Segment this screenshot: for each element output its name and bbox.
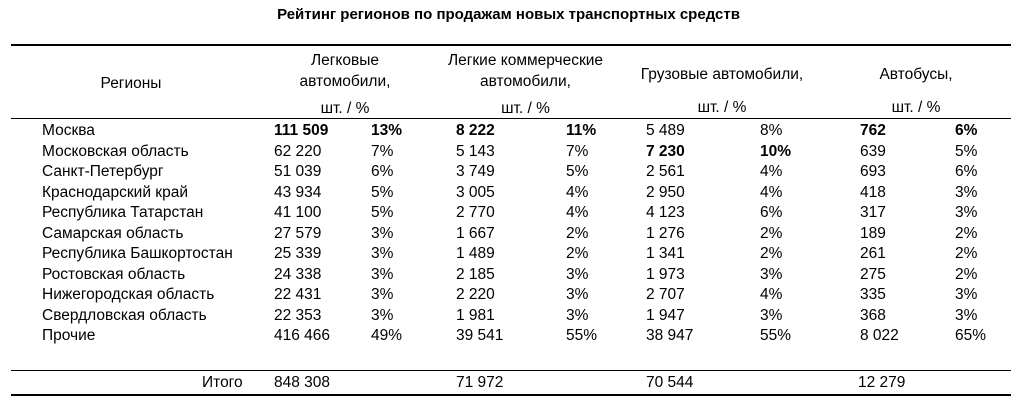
table-row: [0, 326, 1017, 347]
trucks-percent: 6%: [760, 204, 783, 221]
cars-percent: 49%: [371, 327, 403, 344]
header-trucks: [617, 64, 827, 118]
lcv-count: 3 749: [456, 163, 495, 180]
total-trucks: 70 544: [646, 374, 694, 391]
trucks-count: 1 341: [646, 245, 685, 262]
lcv-percent: 3%: [566, 286, 589, 303]
header-regions-label: Регионы: [100, 75, 162, 92]
cars-count: 51 039: [274, 163, 322, 180]
trucks-count: 1 276: [646, 224, 685, 242]
lcv-percent: 55%: [566, 327, 598, 344]
trucks-percent: 4%: [760, 183, 783, 201]
buses-count: 639: [860, 142, 886, 160]
cars-percent: 13%: [371, 122, 403, 139]
cars-count: 41 100: [274, 204, 322, 221]
cars-percent: 5%: [371, 204, 394, 221]
region-name: Прочие: [42, 327, 96, 344]
trucks-percent: 3%: [760, 306, 783, 324]
region-name: Санкт-Петербург: [42, 163, 164, 180]
cars-percent: 3%: [371, 286, 394, 303]
region-name: Республика Башкортостан: [42, 245, 233, 262]
buses-count: 368: [860, 306, 886, 324]
buses-count: 189: [860, 224, 886, 242]
header-cars-unit: шт. / %: [320, 100, 370, 117]
region-name: Московская область: [42, 142, 189, 160]
buses-count: 335: [860, 286, 886, 303]
cars-count: 416 466: [274, 327, 331, 344]
total-row: [0, 373, 1017, 393]
cars-count: 25 339: [274, 245, 322, 262]
buses-count: 418: [860, 183, 886, 201]
lcv-percent: 2%: [566, 224, 589, 242]
region-name: Свердловская область: [42, 306, 207, 324]
header-lcv: [438, 50, 613, 119]
top-rule: [11, 44, 1011, 46]
lcv-percent: 3%: [566, 265, 589, 283]
table-row: [0, 121, 1017, 142]
buses-count: 8 022: [860, 327, 899, 344]
table-title: Рейтинг регионов по продажам новых транспортных средств: [277, 6, 740, 23]
buses-percent: 65%: [955, 327, 987, 344]
table-row: [0, 244, 1017, 265]
trucks-percent: 3%: [760, 265, 783, 283]
region-name: Республика Татарстан: [42, 204, 204, 221]
lcv-count: 1 667: [456, 224, 495, 242]
table-row: [0, 306, 1017, 327]
cars-count: 24 338: [274, 265, 322, 283]
buses-percent: 3%: [955, 183, 978, 201]
header-lcv-unit: шт. / %: [501, 100, 550, 117]
trucks-percent: 4%: [760, 286, 783, 303]
header-regions: [11, 73, 251, 94]
lcv-percent: 3%: [566, 306, 589, 324]
cars-count: 22 431: [274, 286, 322, 303]
lcv-count: 39 541: [456, 327, 504, 344]
buses-count: 317: [860, 204, 886, 221]
cars-percent: 3%: [371, 245, 394, 262]
header-rule: [11, 118, 1011, 119]
buses-percent: 5%: [955, 142, 978, 160]
buses-percent: 2%: [955, 224, 978, 242]
region-name: Ростовская область: [42, 265, 186, 283]
total-rule: [11, 370, 1011, 371]
trucks-count: 38 947: [646, 327, 694, 344]
cars-percent: 3%: [371, 224, 394, 242]
cars-count: 62 220: [274, 142, 322, 160]
region-name: Краснодарский край: [42, 183, 188, 201]
cars-percent: 3%: [371, 265, 394, 283]
total-lcv: 71 972: [456, 374, 504, 391]
buses-count: 261: [860, 245, 886, 262]
trucks-count: 5 489: [646, 122, 685, 139]
lcv-percent: 2%: [566, 245, 589, 262]
header-cars: [255, 50, 435, 119]
buses-percent: 2%: [955, 265, 978, 283]
buses-percent: 6%: [955, 122, 978, 139]
lcv-percent: 5%: [566, 163, 589, 180]
buses-percent: 6%: [955, 163, 978, 180]
lcv-count: 1 981: [456, 306, 495, 324]
buses-percent: 3%: [955, 306, 978, 324]
header-cars-line1: Легковые: [310, 52, 380, 69]
cars-percent: 7%: [371, 142, 394, 160]
total-buses: 12 279: [858, 374, 906, 391]
trucks-percent: 2%: [760, 224, 783, 242]
trucks-percent: 8%: [760, 122, 783, 139]
header-cars-line2: автомобили,: [299, 73, 391, 90]
lcv-count: 1 489: [456, 245, 495, 262]
cars-count: 22 353: [274, 306, 322, 324]
region-name: Москва: [42, 122, 95, 139]
trucks-percent: 4%: [760, 163, 783, 180]
header-trucks-unit: шт. / %: [697, 99, 747, 116]
header-lcv-line1: Легкие коммерческие: [447, 52, 604, 69]
total-label: Итого: [202, 374, 243, 391]
trucks-percent: 2%: [760, 245, 783, 262]
buses-percent: 3%: [955, 204, 978, 221]
region-name: Самарская область: [42, 224, 184, 242]
buses-count: 762: [860, 122, 886, 139]
trucks-count: 2 561: [646, 163, 685, 180]
cars-count: 27 579: [274, 224, 322, 242]
table-row: [0, 183, 1017, 204]
header-buses: [836, 64, 996, 118]
buses-percent: 2%: [955, 245, 978, 262]
table-row: [0, 162, 1017, 183]
header-buses-line1: Автобусы,: [879, 66, 953, 83]
lcv-count: 2 770: [456, 204, 495, 221]
trucks-count: 1 973: [646, 265, 685, 283]
bottom-rule: [11, 394, 1011, 396]
total-cars: 848 308: [274, 374, 331, 391]
trucks-count: 2 950: [646, 183, 685, 201]
header-lcv-line2: автомобили,: [480, 73, 571, 90]
lcv-percent: 4%: [566, 183, 589, 201]
cars-count: 43 934: [274, 183, 322, 201]
cars-count: 111 509: [274, 122, 329, 139]
buses-count: 275: [860, 265, 886, 283]
region-name: Нижегородская область: [42, 286, 215, 303]
lcv-percent: 7%: [566, 142, 589, 160]
lcv-count: 2 185: [456, 265, 495, 283]
trucks-count: 1 947: [646, 306, 685, 324]
lcv-percent: 4%: [566, 204, 589, 221]
trucks-percent: 55%: [760, 327, 792, 344]
trucks-count: 7 230: [646, 142, 685, 160]
buses-percent: 3%: [955, 286, 978, 303]
header-buses-unit: шт. / %: [891, 99, 941, 116]
header-trucks-line1: Грузовые автомобили,: [640, 66, 804, 83]
lcv-count: 3 005: [456, 183, 495, 201]
lcv-count: 8 222: [456, 122, 495, 139]
table-row: [0, 203, 1017, 224]
table-row: [0, 285, 1017, 306]
buses-count: 693: [860, 163, 886, 180]
trucks-count: 4 123: [646, 204, 685, 221]
table-row: [0, 265, 1017, 286]
lcv-count: 2 220: [456, 286, 495, 303]
table-body: [0, 121, 1017, 347]
cars-percent: 5%: [371, 183, 394, 201]
lcv-percent: 11%: [566, 122, 597, 139]
table-row: [0, 142, 1017, 163]
trucks-count: 2 707: [646, 286, 685, 303]
cars-percent: 6%: [371, 163, 394, 180]
trucks-percent: 10%: [760, 142, 792, 160]
table-row: [0, 224, 1017, 245]
cars-percent: 3%: [371, 306, 394, 324]
lcv-count: 5 143: [456, 142, 495, 160]
